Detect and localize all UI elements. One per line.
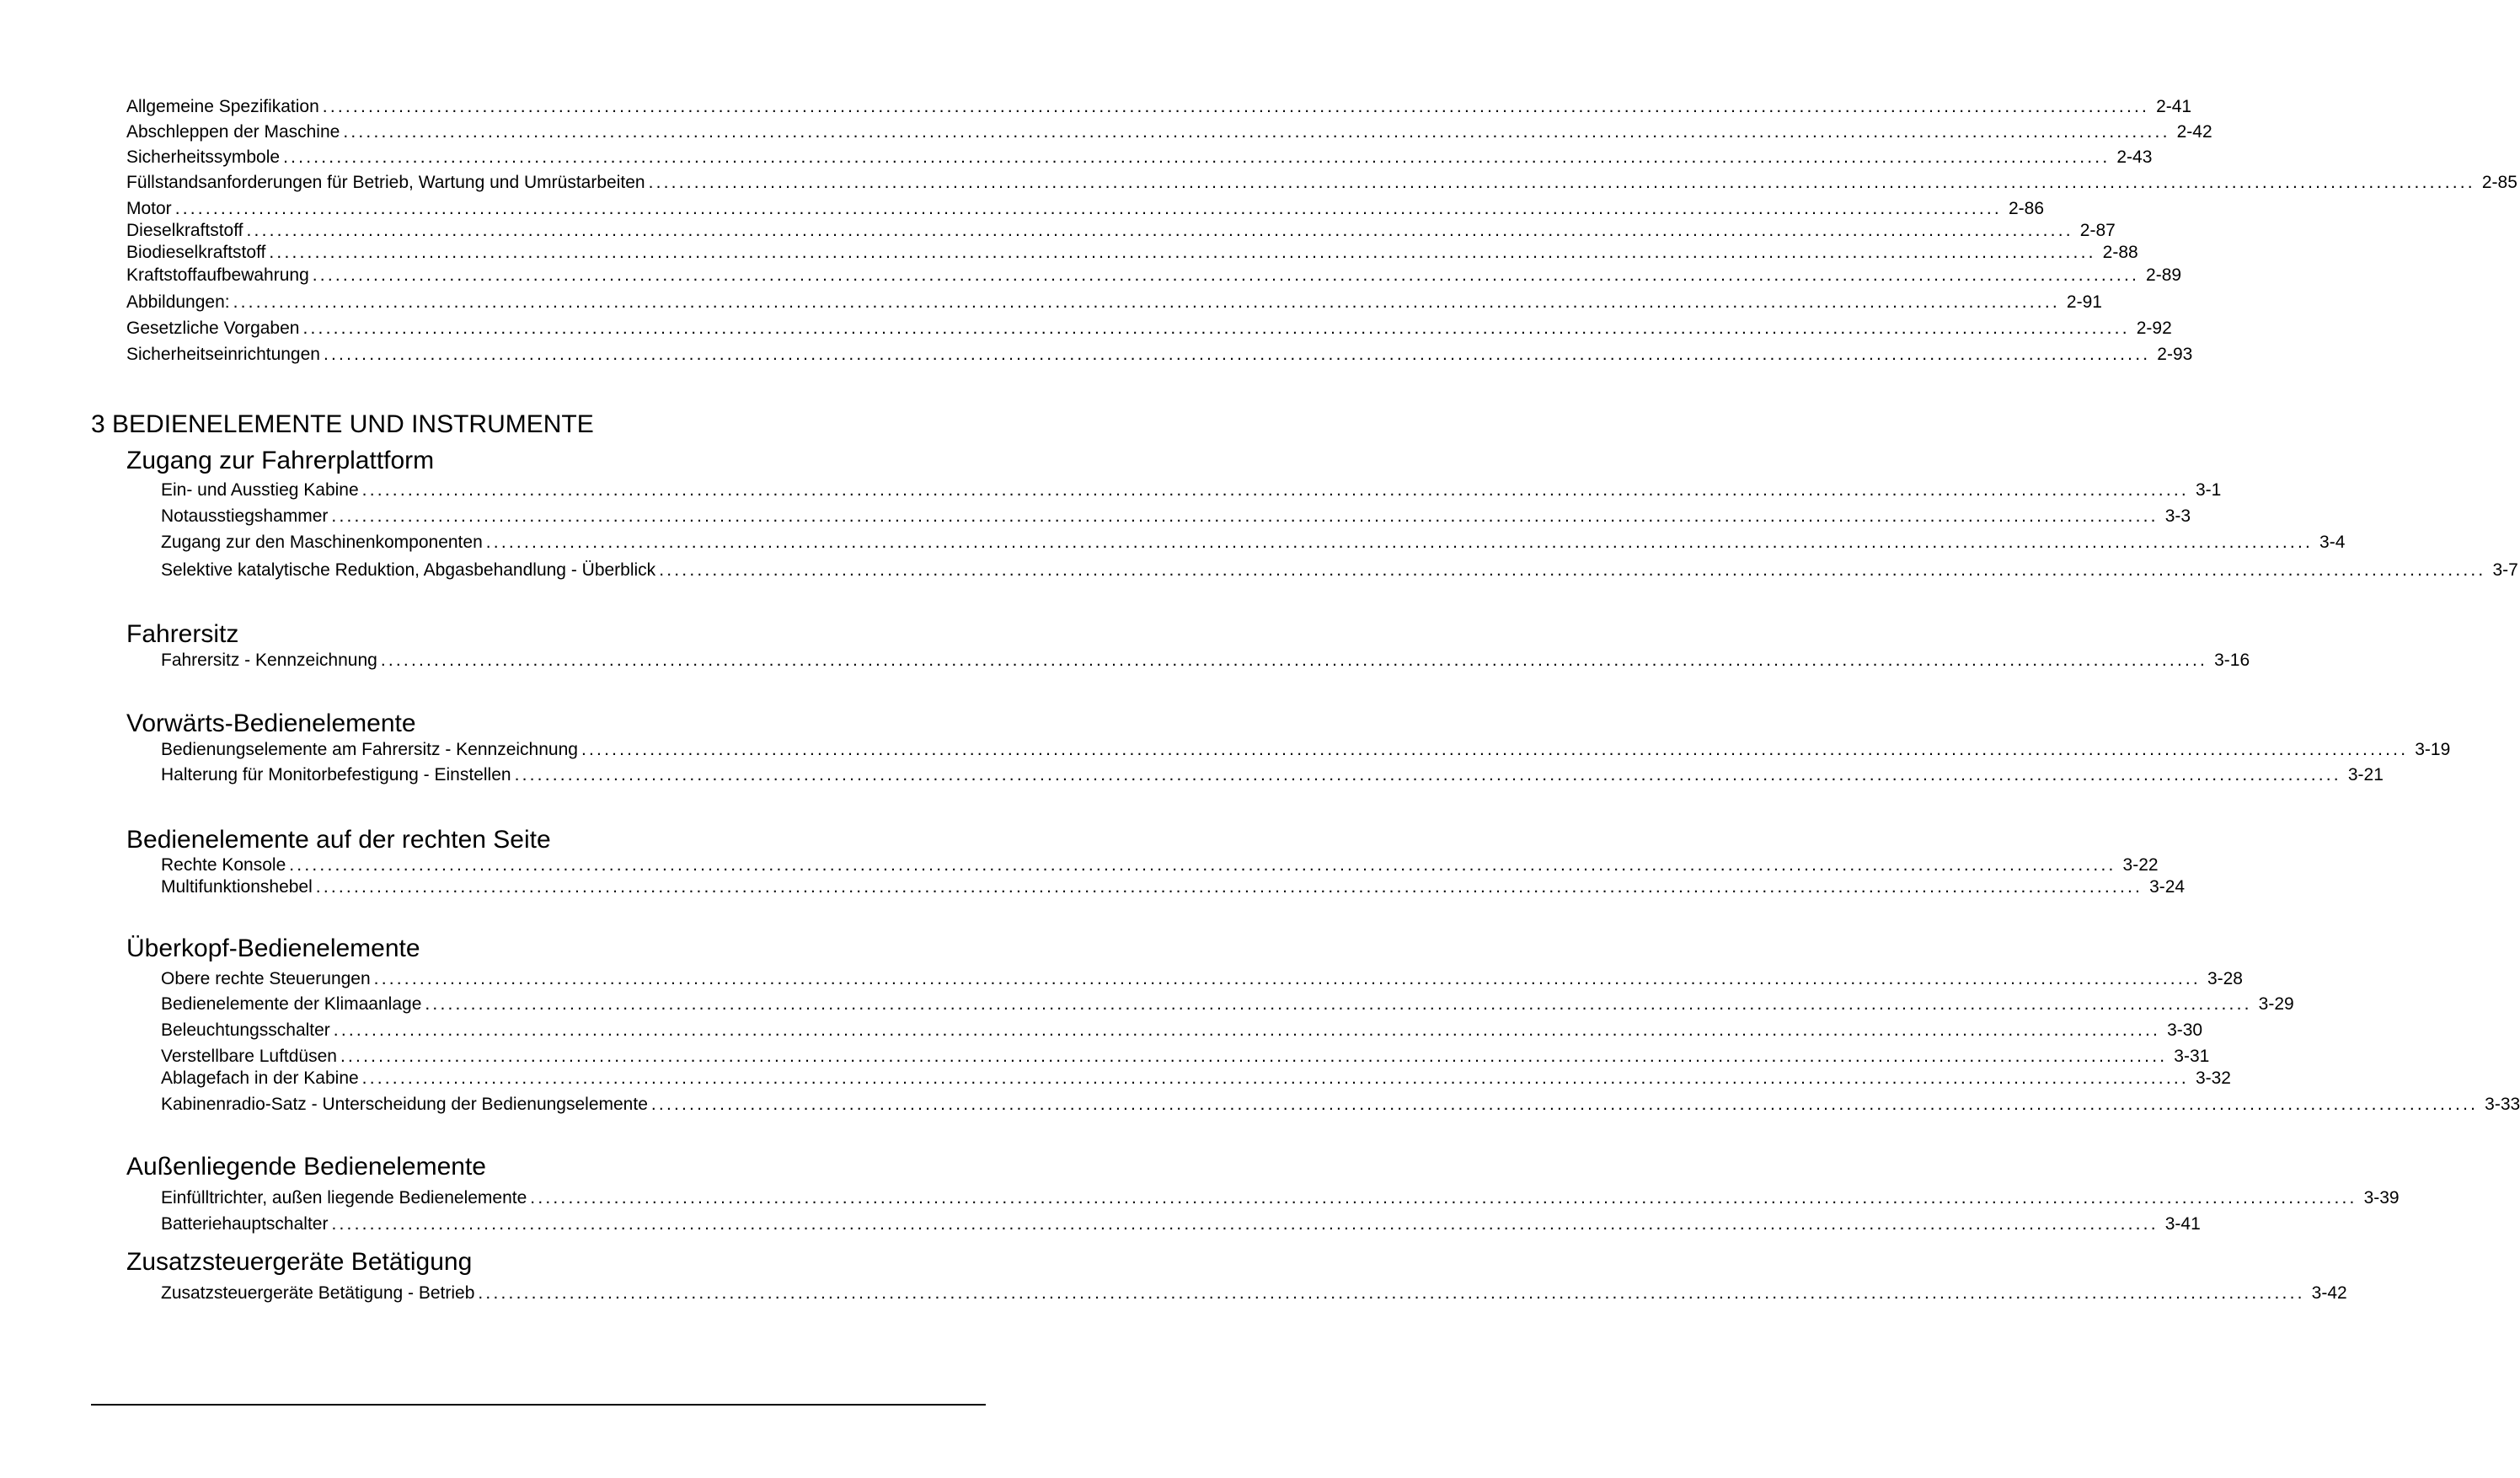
section-heading: Außenliegende Bedienelemente [126,1153,486,1181]
toc-entry[interactable] [126,243,2138,263]
section-heading: Zusatzsteuergeräte Betätigung [126,1248,473,1276]
dot-leader: ................................................................................................................................................................................................................................................ [312,265,2140,285]
toc-entry-page: 3-21 [2347,765,2384,785]
toc-entry-page: 2-92 [2136,319,2172,338]
toc-entry-title: Sicherheitseinrichtungen [126,345,320,364]
toc-entry[interactable] [126,173,2517,193]
dot-leader: ................................................................................................................................................................................................................................................ [530,1188,2357,1208]
dot-leader: ................................................................................................................................................................................................................................................ [289,855,2116,875]
dot-leader: ................................................................................................................................................................................................................................................ [361,1068,2189,1088]
section-heading: Fahrersitz [126,620,239,648]
toc-entry-title: Halterung für Monitorbefestigung - Einstellen [161,765,511,785]
toc-entry[interactable] [161,994,2294,1015]
toc-entry-title: Selektive katalytische Reduktion, Abgasbehandlung - Überblick [161,560,656,580]
toc-entry[interactable] [126,199,2044,219]
toc-entry-page: 3-24 [2149,877,2186,897]
toc-entry-page: 2-91 [2066,292,2102,312]
toc-entry-title: Notausstiegshammer [161,506,329,526]
toc-entry-title: Bedienelemente der Klimaanlage [161,994,422,1014]
toc-entry-page: 3-39 [2363,1188,2400,1208]
toc-entry-page: 3-29 [2258,994,2294,1014]
dot-leader: ................................................................................................................................................................................................................................................ [648,173,2475,192]
toc-entry-title: Abschleppen der Maschine [126,122,340,142]
toc-entry[interactable] [161,969,2243,989]
dot-leader: ................................................................................................................................................................................................................................................ [246,221,2073,240]
toc-entry-page: 3-7 [2492,560,2518,580]
dot-leader: ................................................................................................................................................................................................................................................ [361,480,2189,500]
toc-entry-page: 2-93 [2157,345,2193,364]
toc-entry[interactable] [161,560,2518,581]
dot-leader: ................................................................................................................................................................................................................................................ [283,147,2111,167]
toc-entry[interactable] [161,765,2384,785]
toc-entry-title: Allgemeine Spezifikation [126,97,319,116]
toc-entry-page: 3-30 [2167,1020,2203,1040]
toc-entry[interactable] [126,97,2192,117]
toc-entry[interactable] [126,122,2212,142]
toc-entry-title: Füllstandsanforderungen für Betrieb, Wartung und Umrüstarbeiten [126,173,645,192]
toc-entry[interactable] [126,292,2102,313]
toc-entry-title: Zugang zur den Maschinenkomponenten [161,533,483,552]
section-heading: Überkopf-Bedienelemente [126,934,420,962]
toc-entry[interactable] [161,1068,2231,1089]
toc-entry-page: 2-88 [2102,243,2138,262]
toc-entry-title: Beleuchtungsschalter [161,1020,330,1040]
dot-leader: ................................................................................................................................................................................................................................................ [650,1095,2479,1114]
toc-entry[interactable] [161,877,2186,897]
toc-entry-page: 3-31 [2174,1047,2210,1066]
toc-entry-page: 3-42 [2311,1283,2347,1303]
toc-entry[interactable] [126,147,2153,168]
toc-entry-title: Ablagefach in der Kabine [161,1068,359,1088]
dot-leader: ................................................................................................................................................................................................................................................ [425,994,2252,1014]
toc-entry-page: 2-85 [2481,173,2517,192]
chapter-heading: 3 BEDIENELEMENTE UND INSTRUMENTE [91,410,594,438]
toc-entry[interactable] [126,345,2193,365]
toc-entry-title: Ein- und Ausstieg Kabine [161,480,359,500]
dot-leader: ................................................................................................................................................................................................................................................ [269,243,2096,262]
dot-leader: ................................................................................................................................................................................................................................................ [581,740,2409,759]
toc-entry[interactable] [161,1047,2210,1067]
toc-entry-title: Sicherheitssymbole [126,147,281,167]
toc-entry-page: 3-4 [2319,533,2346,552]
toc-entry-title: Verstellbare Luftdüsen [161,1047,337,1066]
toc-entry-page: 2-42 [2176,122,2212,142]
section-heading: Bedienelemente auf der rechten Seite [126,826,551,854]
footer-rule [91,1404,986,1406]
toc-entry[interactable] [161,1283,2347,1304]
dot-leader: ................................................................................................................................................................................................................................................ [514,765,2341,785]
dot-leader: ................................................................................................................................................................................................................................................ [333,1020,2161,1040]
dot-leader: ................................................................................................................................................................................................................................................ [373,969,2201,988]
toc-entry[interactable] [161,533,2346,553]
dot-leader: ................................................................................................................................................................................................................................................ [174,199,2002,218]
dot-leader: ................................................................................................................................................................................................................................................ [315,877,2143,897]
toc-entry-title: Abbildungen: [126,292,230,312]
toc-entry-title: Dieselkraftstoff [126,221,243,240]
dot-leader: ................................................................................................................................................................................................................................................ [331,506,2159,526]
dot-leader: ................................................................................................................................................................................................................................................ [302,319,2130,338]
toc-entry-title: Multifunktionshebel [161,877,313,897]
toc-entry-title: Obere rechte Steuerungen [161,969,371,988]
toc-entry[interactable] [161,506,2191,527]
toc-entry-title: Einfülltrichter, außen liegende Bedienelemente [161,1188,527,1208]
toc-entry-title: Fahrersitz - Kennzeichnung [161,651,377,670]
toc-entry[interactable] [126,265,2182,286]
toc-entry[interactable] [161,480,2222,501]
toc-entry-title: Kabinenradio-Satz - Unterscheidung der Bedienungselemente [161,1095,648,1114]
toc-entry-title: Kraftstoffaufbewahrung [126,265,309,285]
toc-entry-page: 3-1 [2195,480,2222,500]
dot-leader: ................................................................................................................................................................................................................................................ [485,533,2314,552]
toc-entry-page: 3-3 [2164,506,2191,526]
dot-leader: ................................................................................................................................................................................................................................................ [343,122,2170,142]
dot-leader: ................................................................................................................................................................................................................................................ [659,560,2486,580]
toc-entry[interactable] [161,740,2451,760]
toc-entry-title: Biodieselkraftstoff [126,243,266,262]
toc-entry[interactable] [161,1214,2201,1234]
toc-entry-page: 3-41 [2164,1214,2201,1234]
toc-entry-page: 2-86 [2008,199,2044,218]
toc-entry-page: 2-89 [2146,265,2182,285]
dot-leader: ................................................................................................................................................................................................................................................ [331,1214,2159,1234]
toc-entry-title: Gesetzliche Vorgaben [126,319,300,338]
toc-entry[interactable] [161,1095,2520,1115]
toc-entry[interactable] [126,221,2116,241]
toc-entry-title: Motor [126,199,172,218]
toc-entry-page: 2-43 [2116,147,2153,167]
toc-entry-page: 3-19 [2415,740,2451,759]
toc-entry-page: 3-32 [2195,1068,2231,1088]
toc-entry-page: 2-41 [2156,97,2192,116]
toc-entry[interactable] [161,1020,2203,1041]
dot-leader: ................................................................................................................................................................................................................................................ [322,97,2150,116]
dot-leader: ................................................................................................................................................................................................................................................ [380,651,2208,670]
dot-leader: ................................................................................................................................................................................................................................................ [323,345,2151,364]
toc-entry-page: 2-87 [2079,221,2116,240]
toc-entry[interactable] [161,1188,2400,1208]
dot-leader: ................................................................................................................................................................................................................................................ [340,1047,2168,1066]
toc-entry-title: Rechte Konsole [161,855,286,875]
section-heading: Zugang zur Fahrerplattform [126,447,435,474]
toc-entry-page: 3-22 [2122,855,2159,875]
dot-leader: ................................................................................................................................................................................................................................................ [478,1283,2305,1303]
dot-leader: ................................................................................................................................................................................................................................................ [233,292,2060,312]
toc-entry-title: Zusatzsteuergeräte Betätigung - Betrieb [161,1283,475,1303]
toc-entry-page: 3-33 [2485,1095,2520,1114]
toc-entry-page: 3-28 [2207,969,2243,988]
toc-entry-page: 3-16 [2214,651,2250,670]
toc-entry[interactable] [161,855,2159,876]
toc-entry-title: Bedienungselemente am Fahrersitz - Kennzeichnung [161,740,578,759]
section-heading: Vorwärts-Bedienelemente [126,710,416,737]
toc-entry[interactable] [126,319,2172,339]
toc-entry-title: Batteriehauptschalter [161,1214,329,1234]
toc-entry[interactable] [161,651,2250,671]
